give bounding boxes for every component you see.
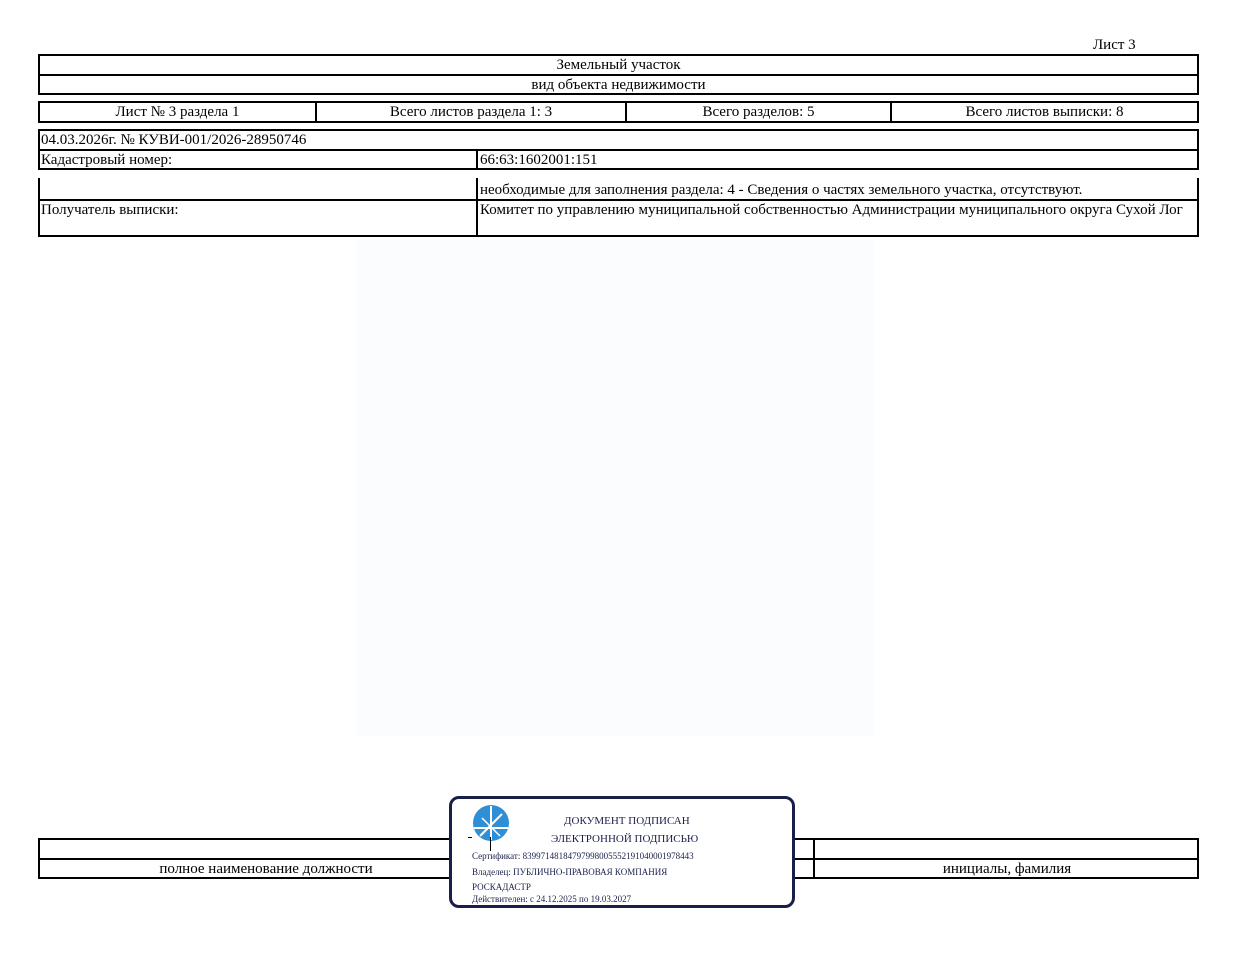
roskadastr-logo-icon	[472, 804, 510, 842]
stamp-owner-line-1: Владелец: ПУБЛИЧНО-ПРАВОВАЯ КОМПАНИЯ	[472, 867, 668, 877]
divider	[490, 837, 491, 851]
sheet-of-section: Лист № 3 раздела 1	[115, 104, 240, 120]
electronic-signature-stamp	[449, 796, 795, 908]
divider	[476, 149, 478, 170]
stamp-certificate: Сертификат: 83997148184797998005552191040001978443	[472, 851, 694, 861]
position-caption: полное наименование должности	[159, 861, 373, 877]
total-sections: Всего разделов: 5	[702, 104, 815, 120]
name-caption: инициалы, фамилия	[942, 861, 1072, 877]
object-kind-caption: вид объекта недвижимости	[531, 77, 706, 93]
object-name: Земельный участок	[556, 57, 681, 73]
date-number: 04.03.2026г. № КУВИ-001/2026-28950746	[41, 132, 307, 148]
cadastral-number: 66:63:1602001:151	[480, 152, 598, 168]
stamp-line-2: ЭЛЕКТРОННОЙ ПОДПИСЬЮ	[551, 833, 699, 845]
missing-info-text: необходимые для заполнения раздела: 4 - Сведения о частях земельного участка, отсутствуют.	[480, 182, 1083, 198]
watermark-area	[356, 240, 874, 736]
total-sheets-section: Всего листов раздела 1: 3	[389, 104, 553, 120]
divider	[38, 199, 1199, 201]
stamp-owner-line-2: РОСКАДАСТР	[472, 882, 531, 892]
divider	[476, 178, 478, 237]
total-sheets-extract: Всего листов выписки: 8	[965, 104, 1124, 120]
divider	[38, 74, 1199, 76]
sheet-label: Лист 3	[1093, 37, 1136, 53]
stamp-line-1: ДОКУМЕНТ ПОДПИСАН	[564, 815, 690, 827]
recipient-label: Получатель выписки:	[41, 202, 179, 218]
divider	[38, 149, 1199, 151]
stamp-validity: Действителен: с 24.12.2025 по 19.03.2027	[472, 894, 632, 904]
cadastral-label: Кадастровый номер:	[41, 152, 173, 168]
divider	[468, 837, 472, 838]
recipient-value: Комитет по управлению муниципальной собственностью Администрации муниципального округа Сухой Лог	[480, 202, 1183, 218]
